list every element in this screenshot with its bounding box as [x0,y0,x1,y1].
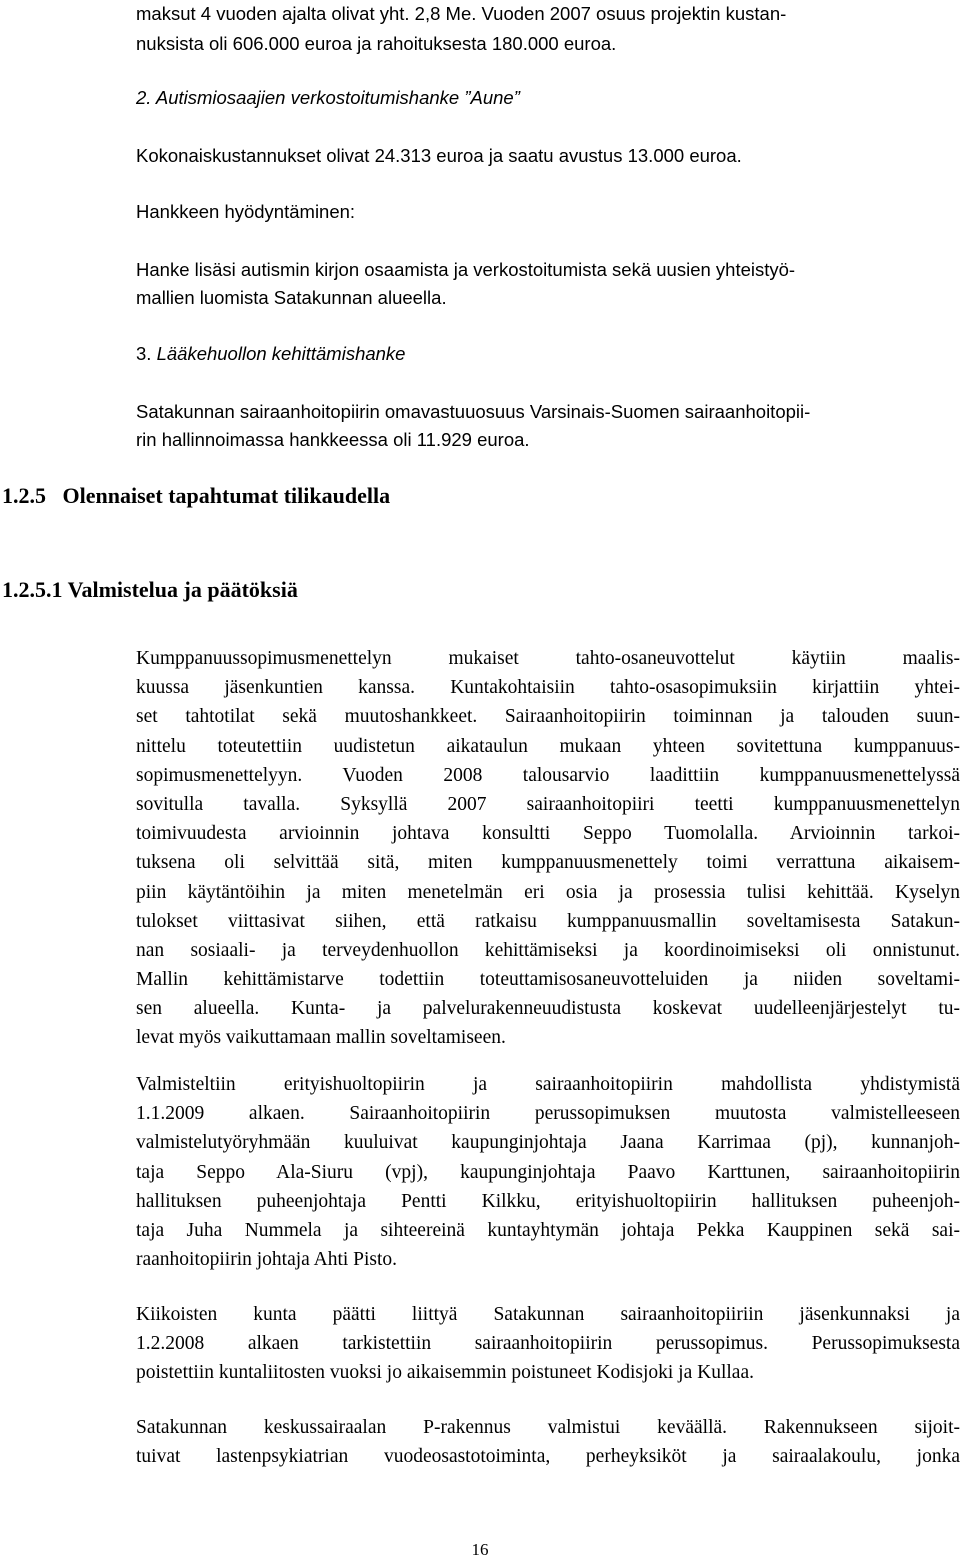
paragraph-line: 1.2.2008 alkaen tarkistettiin sairaanhoitopiirin perussopimus. Perussopimuksesta [136,1333,960,1355]
paragraph-merger-preparation [136,1070,960,1274]
paragraph-line: Kumppanuussopimusmenettelyn mukaiset tahto-osaneuvottelut käytiin maalis- [136,648,960,669]
section-heading-1-2-5: 1.2.5 Olennaiset tapahtumat tilikaudella [2,483,391,508]
item-2-use-heading: Hankkeen hyödyntäminen: [136,201,356,222]
item-2-title: 2. Autismiosaajien verkostoitumishanke ”Aune” [136,87,520,108]
paragraph-line: Valmisteltiin erityishuoltopiirin ja sairaanhoitopiirin mahdollista yhdistymistä [136,1074,960,1095]
item-3-line-1: Satakunnan sairaanhoitopiirin omavastuuosuus Varsinais-Suomen sairaanhoitopii- [136,401,811,422]
item-3-title: Lääkehuollon kehittämishanke [156,343,406,364]
paragraph-line: taja Seppo Ala-Siuru (vpj), kaupunginjohtaja Paavo Karttunen, sairaanhoitopiirin [136,1161,960,1183]
paragraph-partnership-negotiations [136,644,960,1053]
paragraph-p-building [136,1413,960,1471]
paragraph-line: piin käytäntöihin ja miten menetelmän eri osia ja prosessia tulisi kehittää. Kyselyn [136,881,960,903]
paragraph-line: Satakunnan keskussairaalan P-rakennus valmistui keväällä. Rakennukseen sijoit- [136,1417,960,1438]
paragraph-line: 1.1.2009 alkaen. Sairaanhoitopiirin perussopimuksen muutosta valmistelleeseen [136,1103,960,1125]
paragraph-line: sovitulla tavalla. Syksyllä 2007 sairaanhoitopiiri teetti kumppanuusmenettelyn [136,793,960,815]
item-2-use-line-2: mallien luomista Satakunnan alueella. [136,287,447,308]
paragraph-line: tulokset viittasivat siihen, että ratkaisu kumppanuusmallin soveltamisesta Satakun- [136,910,960,932]
section-heading-1-2-5-1: 1.2.5.1 Valmistelua ja päätöksiä [2,577,298,602]
paragraph-line: toimivuudesta arvioinnin johtava konsultti Seppo Tuomolalla. Arvioinnin tarkoi- [136,823,960,845]
paragraph-line: raanhoitopiirin johtaja Ahti Pisto. [136,1249,398,1271]
item-3-heading [136,342,405,366]
paragraph-line: taja Juha Nummela ja sihteereinä kuntayhtymän johtaja Pekka Kauppinen sekä sai- [136,1219,960,1241]
item-2-use-line-1: Hanke lisäsi autismin kirjon osaamista ja verkostoitumista sekä uusien yhteistyö- [136,259,796,280]
item-2-costs: Kokonaiskustannukset olivat 24.313 euroa ja saatu avustus 13.000 euroa. [136,145,742,166]
item-3-line-2: rin hallinnoimassa hankkeessa oli 11.929 euroa. [136,429,530,450]
paragraph-line: levat myös vaikuttamaan mallin soveltamiseen. [136,1027,506,1049]
paragraph-line: kuussa jäsenkuntien kanssa. Kuntakohtaisiin tahto-osasopimuksiin kirjattiin yhtei- [136,677,960,699]
item-3-number: 3. [136,343,152,364]
paragraph-kiikoinen-membership [136,1300,960,1388]
paragraph-line: set tahtotilat sekä muutoshankkeet. Sairaanhoitopiirin toiminnan ja talouden suun- [136,706,960,728]
intro-line-2: nuksista oli 606.000 euroa ja rahoituksesta 180.000 euroa. [136,33,617,54]
paragraph-line: nan sosiaali- ja terveydenhuollon kehittämiseksi ja koordinoimiseksi oli onnistunut. [136,939,960,961]
paragraph-line: sen alueella. Kunta- ja palvelurakenneuudistusta koskevat uudelleenjärjestelyt tu- [136,998,960,1020]
paragraph-line: poistettiin kuntaliitosten vuoksi jo aikaisemmin poistuneet Kodisjoki ja Kullaa. [136,1362,754,1384]
paragraph-line: sopimusmenettelyyn. Vuoden 2008 talousarvio laadittiin kumppanuusmenettelyssä [136,764,960,786]
page-number: 16 [471,1540,489,1559]
paragraph-line: nittelu toteutettiin uudistetun aikataulun mukaan yhteen sovitettuna kumppanuus- [136,735,960,757]
paragraph-line: hallituksen puheenjohtaja Pentti Kilkku, erityishuoltopiirin hallituksen puheenjoh- [136,1190,960,1212]
paragraph-line: tuivat lastenpsykiatrian vuodeosastotoiminta, perheyksiköt ja sairaalakoulu, jonka [136,1446,960,1468]
paragraph-line: tuksena oli selvittää sitä, miten kumppanuusmenettely toimi verrattuna aikaisem- [136,852,960,874]
paragraph-line: Kiikoisten kunta päätti liittyä Satakunnan sairaanhoitopiiriin jäsenkunnaksi ja [136,1304,960,1325]
intro-line-1: maksut 4 vuoden ajalta olivat yht. 2,8 Me. Vuoden 2007 osuus projektin kustan- [136,3,787,24]
paragraph-line: Mallin kehittämistarve todettiin toteuttamisosaneuvotteluiden ja niiden soveltami- [136,969,960,991]
paragraph-line: valmistelutyöryhmään kuuluivat kaupunginjohtaja Jaana Karrimaa (pj), kunnanjoh- [136,1132,960,1154]
